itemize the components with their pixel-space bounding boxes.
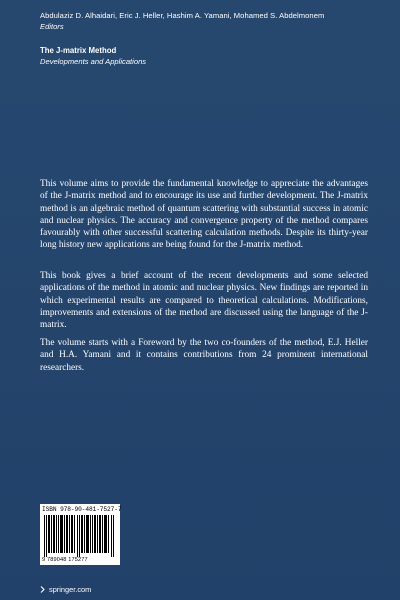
- editors-names: Abdulaziz D. Alhaidari, Eric J. Heller, Hashim A. Yamani, Mohamed S. Abdelmonem: [40, 11, 325, 20]
- blurb-paragraph: This volume aims to provide the fundamental knowledge to appreciate the advantages of the J-matrix method and to encourage its use and further development. The J-matrix method is an algebraic method of quantum scattering with substantial success in atomic and nuclear physics. The accuracy and convergence property of the method compares favourably with other successful scattering calculation methods. Despite its thirty-year long history new applications are being found for the J-matrix method.: [40, 179, 368, 251]
- chevron-right-icon: [40, 586, 45, 593]
- blurb-paragraph: The volume starts with a Foreword by the two co-founders of the method, E.J. Heller and H.A. Yamani and it contains contributions from 24 prominent international researchers.: [40, 338, 368, 373]
- barcode-digits: 9 789048 175277: [42, 557, 88, 563]
- publisher-url: springer.com: [49, 585, 92, 594]
- publisher-link[interactable]: [40, 585, 91, 594]
- blurb-paragraph: This book gives a brief account of the recent developments and some selected applications of the method in atomic and nuclear physics. New findings are reported in which experimental results are compared to theoretical calculations. Modifications, improvements and extensions of the method are discussed using the language of the J-matrix.: [40, 271, 368, 331]
- book-subtitle: Developments and Applications: [40, 57, 147, 66]
- book-title: The J-matrix Method: [40, 46, 117, 55]
- isbn-barcode: [40, 504, 120, 565]
- isbn-number: ISBN 978-90-481-7527-7: [42, 506, 122, 513]
- editors-label: Editors: [40, 22, 64, 31]
- barcode-bars: [44, 515, 116, 557]
